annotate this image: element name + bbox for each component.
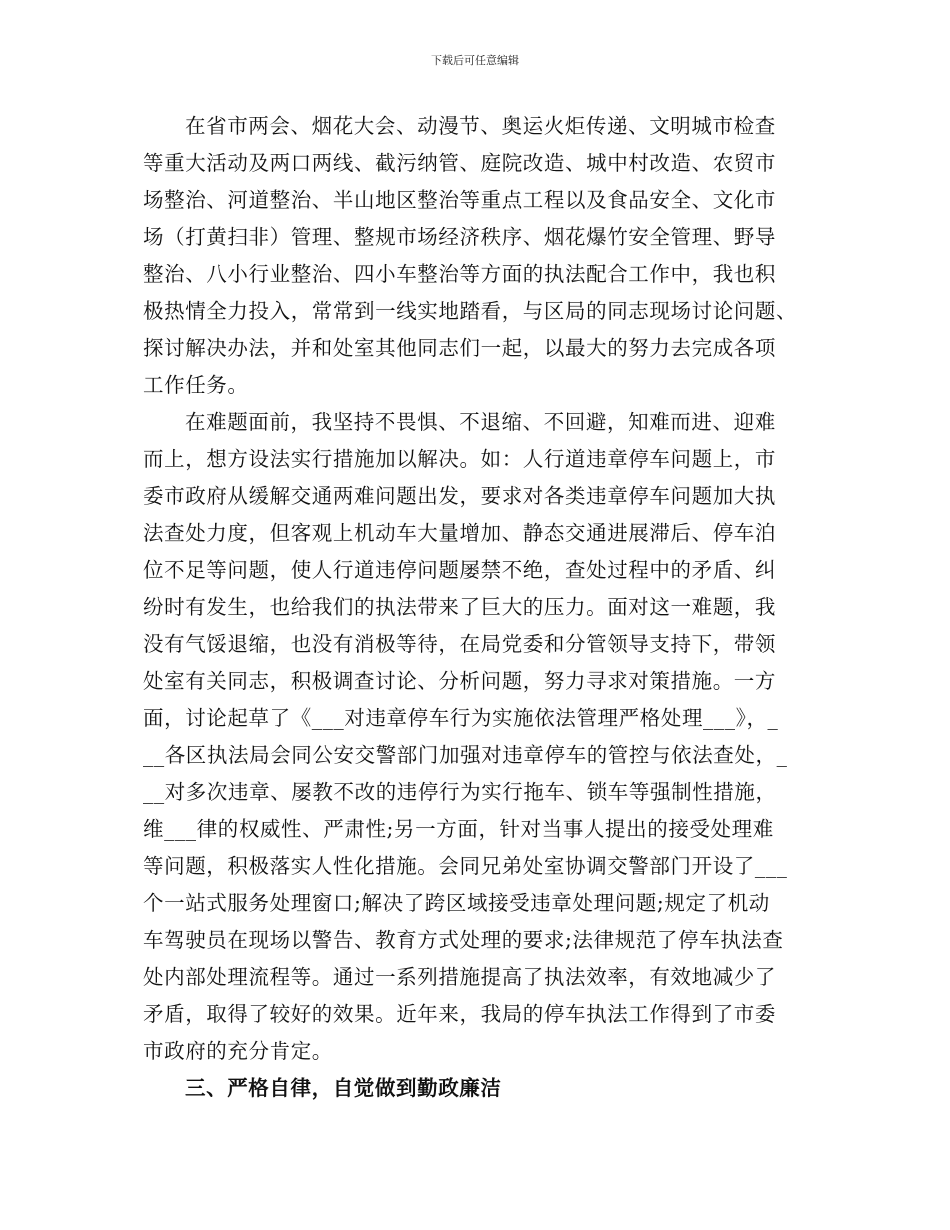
- paragraph-line: 车驾驶员在现场以警告、教育方式处理的要求;法律规范了停车执法查: [143, 928, 784, 952]
- paragraph-line: 维___律的权威性、严肃性;另一方面，针对当事人提出的接受处理难: [143, 817, 774, 841]
- paragraph-1: [143, 108, 823, 404]
- paragraph-line: 没有气馁退缩，也没有消极等待，在局党委和分管领导支持下，带领: [143, 632, 776, 656]
- paragraph-line: 委市政府从缓解交通两难问题出发，要求对各类违章停车问题加大执: [143, 484, 776, 508]
- paragraph-line: 等重大活动及两口两线、截污纳管、庭院改造、城中村改造、农贸市: [143, 151, 776, 175]
- document-body: [143, 108, 823, 1107]
- paragraph-line: 等问题，积极落实人性化措施。会同兄弟处室协调交警部门开设了___: [143, 854, 788, 878]
- paragraph-line: 法查处力度，但客观上机动车大量增加、静态交通进展滞后、停车泊: [143, 521, 776, 545]
- paragraph-line: 探讨解决办法，并和处室其他同志们一起，以最大的努力去完成各项: [143, 336, 776, 360]
- paragraph-line: __对多次违章、屡教不改的违停行为实行拖车、锁车等强制性措施，: [143, 780, 777, 804]
- paragraph-line: 工作任务。: [143, 373, 249, 397]
- section-heading: 三、严格自律，自觉做到勤政廉洁: [185, 1076, 502, 1100]
- paragraph-line: __各区执法局会同公安交警部门加强对违章停车的管控与依法查处，_: [143, 743, 788, 767]
- paragraph-line: 位不足等问题，使人行道违停问题屡禁不绝，查处过程中的矛盾、纠: [143, 558, 776, 582]
- paragraph-2: [143, 404, 823, 1070]
- header-note: 下载后可任意编辑: [431, 54, 519, 67]
- paragraph-line: 处内部处理流程等。通过一系列措施提高了执法效率，有效地减少了: [143, 965, 776, 989]
- paragraph-line: 在难题面前，我坚持不畏惧、不退缩、不回避，知难而进、迎难: [185, 410, 776, 434]
- paragraph-line: 个一站式服务处理窗口;解决了跨区域接受违章处理问题;规定了机动: [143, 891, 770, 915]
- paragraph-line: 市政府的充分肯定。: [143, 1039, 333, 1063]
- paragraph-line: 整治、八小行业整治、四小车整治等方面的执法配合工作中，我也积: [143, 262, 776, 286]
- paragraph-line: 极热情全力投入，常常到一线实地踏看，与区局的同志现场讨论问题、: [143, 299, 798, 323]
- paragraph-line: 处室有关同志，积极调查讨论、分析问题，努力寻求对策措施。一方: [143, 669, 776, 693]
- paragraph-line: 场（打黄扫非）管理、整规市场经济秩序、烟花爆竹安全管理、野导: [143, 225, 776, 249]
- paragraph-line: 场整治、河道整治、半山地区整治等重点工程以及食品安全、文化市: [143, 188, 776, 212]
- paragraph-line: 纷时有发生，也给我们的执法带来了巨大的压力。面对这一难题，我: [143, 595, 776, 619]
- paragraph-line: 矛盾，取得了较好的效果。近年来，我局的停车执法工作得到了市委: [143, 1002, 776, 1026]
- paragraph-line: 面，讨论起草了《___对违章停车行为实施依法管理严格处理___》，_: [143, 706, 779, 730]
- paragraph-line: 在省市两会、烟花大会、动漫节、奥运火炬传递、文明城市检查: [185, 114, 776, 138]
- paragraph-line: 而上，想方设法实行措施加以解决。如：人行道违章停车问题上，市: [143, 447, 776, 471]
